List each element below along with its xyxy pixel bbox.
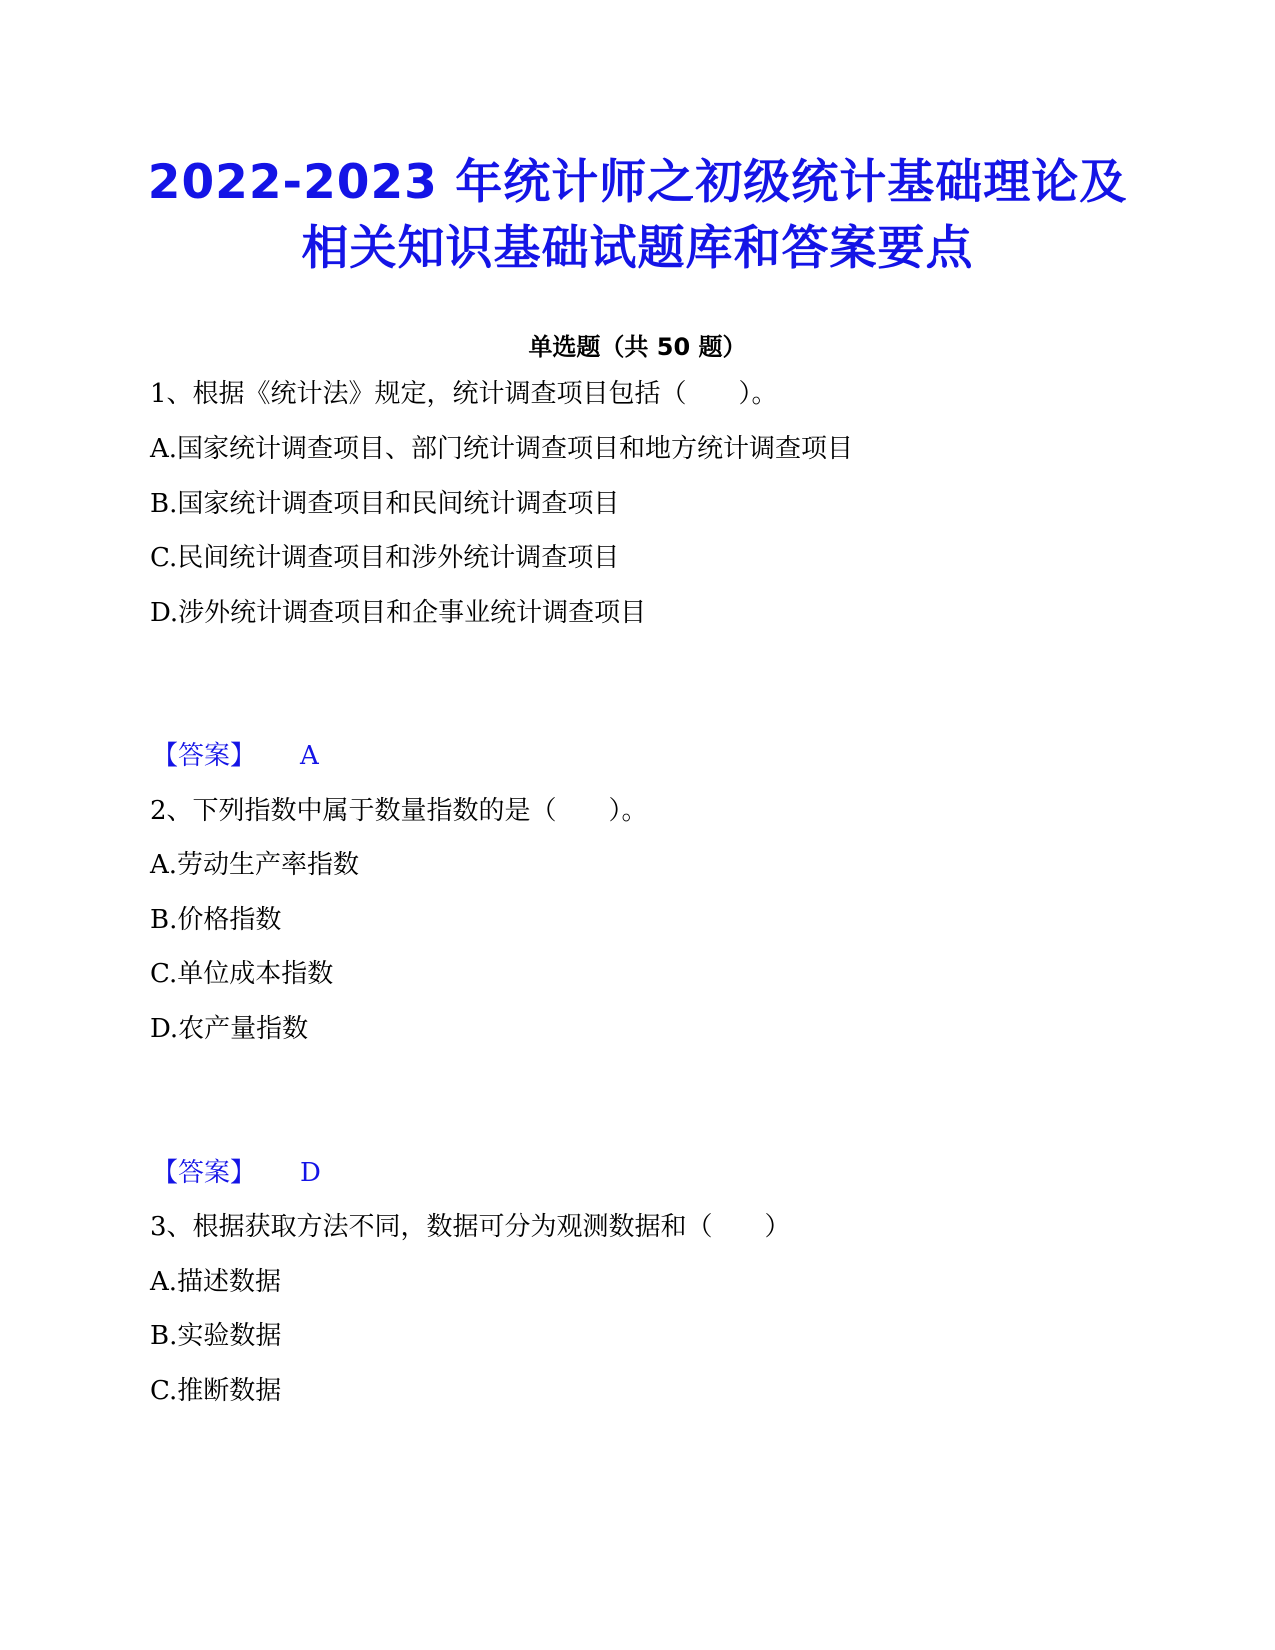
section-heading: 单选题（共 50 题） (528, 333, 747, 361)
answer-row (152, 1155, 321, 1191)
question-stem: 3、根据获取方法不同，数据可分为观测数据和（ ） (150, 1212, 791, 1242)
question-stem: 2、下列指数中属于数量指数的是（ ）。 (150, 796, 648, 826)
option-b: B.实验数据 (150, 1321, 282, 1351)
answer-label: 【答案】 (152, 1158, 257, 1188)
document-title-line-2: 相关知识基础试题库和答案要点 (301, 221, 974, 276)
answer-value: A (300, 741, 319, 771)
option-a: A.国家统计调查项目、部门统计调查项目和地方统计调查项目 (150, 434, 854, 464)
option-d: D.农产量指数 (150, 1014, 309, 1044)
answer-label: 【答案】 (152, 741, 257, 771)
option-d: D.涉外统计调查项目和企事业统计调查项目 (150, 598, 647, 628)
question-stem: 1、根据《统计法》规定，统计调查项目包括（ ）。 (150, 379, 778, 409)
document-title-line-1: 2022-2023 年统计师之初级统计基础理论及 (147, 155, 1128, 210)
option-b: B.价格指数 (150, 905, 282, 935)
answer-value: D (300, 1158, 321, 1188)
option-a: A.描述数据 (150, 1267, 282, 1297)
option-c: C.民间统计调查项目和涉外统计调查项目 (150, 543, 620, 573)
answer-row (152, 738, 319, 774)
option-a: A.劳动生产率指数 (150, 850, 360, 880)
option-c: C.单位成本指数 (150, 959, 334, 989)
option-b: B.国家统计调查项目和民间统计调查项目 (150, 489, 620, 519)
option-c: C.推断数据 (150, 1376, 282, 1406)
